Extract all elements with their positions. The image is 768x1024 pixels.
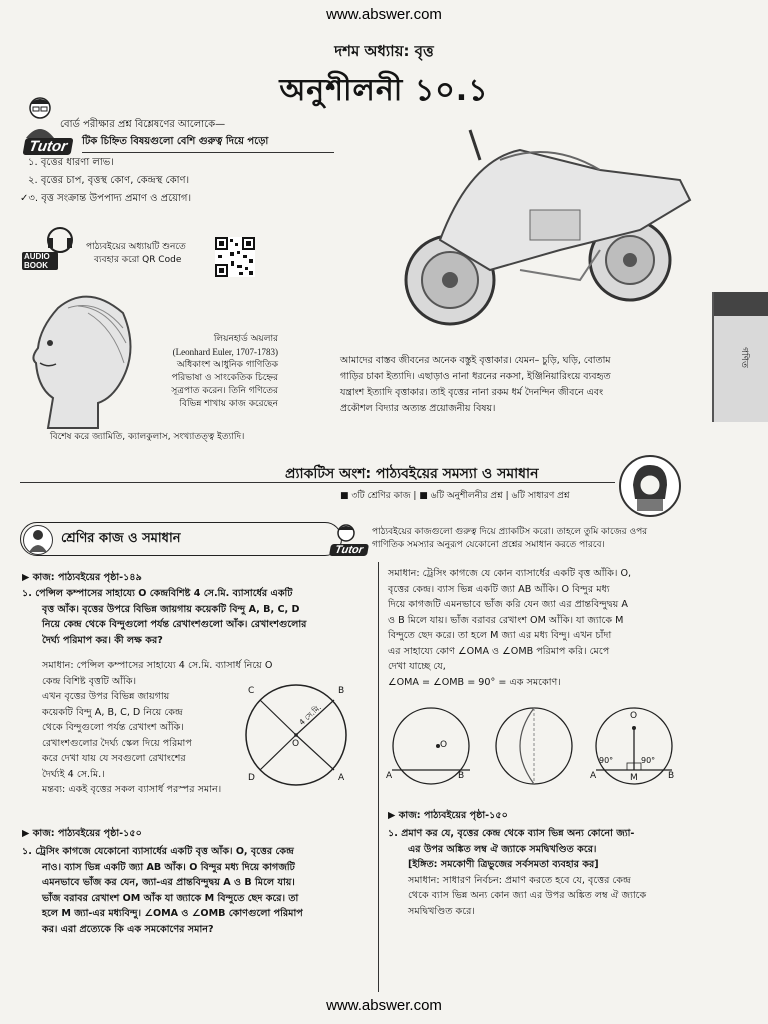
exercise-title: অনুশীলনী ১০.১: [279, 73, 489, 108]
column-divider: [378, 562, 379, 992]
q2-line: ভাঁজ বরাবর রেখাংশ OM আঁক যা জ্যাকে M বিন্দুতে ছেদ করে। তা: [42, 892, 299, 904]
q2-line: কর। এরা প্রত্যেকে কি এক সমকোণের সমান?: [42, 923, 214, 935]
sol1-line: সমাধান: পেন্সিল কম্পাসের সাহায্যে 4 সে.মি. ব্যাসার্ধ নিয়ে O: [42, 660, 273, 671]
folding-figures: [386, 708, 746, 788]
sol1-line: থেকে বিন্দুগুলো পর্যন্ত রেখাংশ আঁকি।: [42, 722, 184, 733]
left-question-1: [22, 586, 372, 648]
fig1-label-a: A: [386, 771, 393, 781]
sol1-line: দৈর্ঘ্যই 4 সে.মি.।: [42, 768, 105, 780]
topic-item: ✓৩. বৃত্ত সংক্রান্ত উপপাদ্য প্রমাণ ও প্রয়োগ।: [20, 193, 192, 204]
tutor-badge: Tutor: [23, 138, 74, 155]
q3-line: সমদ্বিখণ্ডিত করে।: [408, 905, 475, 917]
circle-radii-figure: [238, 680, 368, 790]
sol2-line: বৃত্তের কেন্দ্র। ব্যাস ভিন্ন একটি জ্যা AB আঁকি। O বিন্দুর মধ্য: [388, 583, 610, 595]
motorbike-illustration: [400, 120, 710, 345]
q3-line: এর উপর অঙ্কিত লম্ব ঐ জ্যাকে সমদ্বিখণ্ডিত করে।: [408, 843, 597, 855]
euler-bio-line: পরিভাষা ও সাংকেতিক চিহ্নের: [171, 373, 278, 383]
euler-bio-line: সূত্রপাত করেন। তিনি গণিতের: [171, 386, 278, 396]
euler-bio-line: (Leonhard Euler, 1707-1783): [172, 347, 278, 357]
fig1-label-o: O: [440, 740, 448, 750]
right-task-3: ▶ কাজ: পাঠ্যবইয়ের পৃষ্ঠা-১৫০: [388, 810, 508, 821]
chapter-title: দশম অধ্যায়: বৃত্ত: [334, 42, 434, 60]
sol2-line: ও B মিলে যায়। ভাঁজ বরাবর রেখাংশ OM আঁকি। যা জ্যাকে M: [388, 614, 624, 626]
sol1-line: মন্তব্য: একই বৃত্তের সকল ব্যাসার্ধ পরস্পর সমান।: [42, 784, 222, 795]
left-question-2: [22, 844, 377, 937]
class-work-note: [372, 526, 647, 552]
left-task-2: ▶ কাজ: পাঠ্যবইয়ের পৃষ্ঠা-১৫০: [22, 828, 142, 839]
euler-bio-line: অধিকাংশ আধুনিক গাণিতিক: [176, 360, 278, 370]
label-o: O: [292, 739, 300, 749]
sol1-line: কয়েকটি বিন্দু A, B, C, D নিয়ে কেন্দ্র: [42, 706, 183, 718]
label-c: C: [248, 686, 255, 696]
label-radius: 4 সে.মি.: [297, 702, 323, 728]
audio-text-2: ব্যবহার করো QR Code: [94, 255, 182, 265]
euler-bio-last: বিশেষ করে জ্যামিতি, ক্যালকুলাস, সংখ্যাতত্ত্ব ইত্যাদি।: [50, 432, 245, 442]
euler-portrait: [28, 288, 138, 428]
sol1-line: করে দেখা যায় যে সবগুলো রেখাংশের: [42, 753, 186, 764]
sol1-line: কেন্দ্র বিশিষ্ট বৃত্তটি আঁকি।: [42, 675, 137, 687]
intro-line: গাড়ির চাকা ইত্যাদি। এছাড়াও নানা ধরনের নকসা, ইঞ্জিনিয়ারিংয়ে ব্যবহৃত: [340, 371, 611, 382]
q2-line: নাও। ব্যাস ভিন্ন একটি জ্যা AB আঁক। O বিন্দুর মধ্য দিয়ে কাগজটি: [42, 861, 295, 873]
audio-label-2: BOOK: [24, 261, 48, 270]
right-question-3: [388, 826, 753, 919]
q3-line: ১. প্রমাণ কর যে, বৃত্তের কেন্দ্র থেকে ব্যাস ভিন্ন অন্য কোনো জ্যা-: [388, 828, 635, 839]
class-work-icon: [23, 525, 53, 555]
fig3-label-b: B: [668, 771, 675, 781]
class-work-banner: [20, 522, 342, 556]
q3-line: থেকে ব্যাস ভিন্ন অন্য কোন জ্যা এর উপর অঙ্কিত লম্ব ঐ জ্যাকে: [408, 890, 647, 901]
sol2-line: দিয়ে কাগজটি এমনভাবে ভাঁজ করি যেন জ্যা এর প্রান্তবিন্দুদ্বয় A: [388, 599, 628, 610]
fig3-label-deg-right: 90°: [641, 756, 656, 765]
sol2-line: বিন্দুতে ছেদ করে। তা হলে M জ্যা এর মধ্য বিন্দু। এখন চাঁদা: [388, 630, 612, 641]
label-a: A: [338, 773, 345, 783]
euler-bio: [138, 333, 318, 411]
qr-code-icon[interactable]: [215, 237, 255, 277]
q1-line: ১. পেন্সিল কম্পাসের সাহায্যে O কেন্দ্রবিশিষ্ট 4 সে.মি. ব্যাসার্ধের একটি: [22, 588, 293, 599]
label-b: B: [338, 686, 345, 696]
euler-bio-line: লিয়নহার্ড অয়লার: [213, 334, 278, 344]
sol1-line: রেখাংশগুলোর দৈর্ঘ্য স্কেল দিয়ে পরিমাপ: [42, 737, 192, 749]
fig3-label-m: M: [630, 773, 638, 783]
tutor-avatar-icon: [20, 94, 60, 140]
audio-label-1: AUDIO: [24, 252, 50, 261]
sol2-line: এর সাহায্যে কোণ ∠OMA ও ∠OMB পরিমাপ করি। মেপে: [388, 645, 610, 657]
class-work-title: শ্রেণির কাজ ও সমাধান: [61, 531, 181, 546]
audio-book-icon: [20, 222, 76, 272]
intro-line: প্রকৌশল বিদ্যার অত্যন্ত প্রয়োজনীয় বিষয়।: [340, 403, 496, 414]
topic-item: ২. বৃত্তের চাপ, বৃত্তস্থ কোণ, কেন্দ্রস্থ কোণ।: [28, 175, 190, 186]
tutor-line-1: বোর্ড পরীক্ষার প্রশ্ন বিশ্লেষণের আলোকে—: [60, 119, 226, 130]
header-url[interactable]: www.abswer.com: [326, 6, 442, 23]
q2-line: এমনভাবে ভাঁজ কর যেন, জ্যা-এর প্রান্তবিন্দুদ্বয় A ও B মিলে যায়।: [42, 877, 295, 888]
fig3-label-o: O: [630, 711, 638, 721]
left-task-1: ▶ কাজ: পাঠ্যবইয়ের পৃষ্ঠা-১৪৯: [22, 572, 142, 583]
tutor-underline: [82, 152, 334, 153]
student-avatar-icon: [615, 455, 685, 517]
class-work-note-2: গাণিতিক সমস্যার অনুরূপ যেকোনো প্রশ্নের সমাধান করতে পারবে।: [372, 540, 605, 550]
q2-line: হলে M জ্যা-এর মধ্যবিন্দু। ∠OMA ও ∠OMB কোণগুলো পরিমাপ: [42, 908, 303, 919]
right-solution-2: [388, 566, 748, 690]
q3-line: সমাধান: সাধারণ নির্বচন: প্রমাণ করতে হবে যে, বৃত্তের কেন্দ্র: [408, 874, 631, 886]
tutor-line-2: টিক চিহ্নিত বিষয়গুলো বেশি গুরুত্ব দিয়ে পড়ো: [82, 136, 269, 147]
q1-line: নিয়ে কেন্দ্র থেকে বিন্দুগুলো পর্যন্ত রেখাংশগুলো আঁক। রেখাংশগুলোর: [42, 619, 307, 630]
fig3-label-a: A: [590, 771, 597, 781]
practice-title: প্র্যাকটিস অংশ: পাঠ্যবইয়ের সমস্যা ও সমাধান: [285, 466, 539, 482]
fig1-label-b: B: [458, 771, 465, 781]
practice-subtitle: ■ ৩টি শ্রেণির কাজ | ■ ৬টি অনুশীলনীর প্রশ্ন | ৬টি সাধারণ প্রশ্ন: [340, 491, 570, 501]
audio-text-1: পাঠ্যবইয়ের অধ্যায়টি শুনতে: [86, 242, 186, 252]
q3-line: [ইঙ্গিত: সমকোণী ত্রিভুজের সর্বসমতা ব্যবহার কর]: [408, 859, 599, 870]
q2-line: ১. ট্রেসিং কাগজে যেকোনো ব্যাসার্ধের একটি বৃত্ত আঁক। O, বৃত্তের কেন্দ্র: [22, 846, 294, 857]
topic-item: ১. বৃত্তের ধারণা লাভ।: [28, 157, 114, 168]
intro-line: যন্ত্রাংশ ইত্যাদি বৃত্তাকার। তাই বৃত্তের নানা রকম ধর্ম দৈনন্দিন জীবনে এবং: [340, 387, 604, 398]
side-tab-label: গণিত: [738, 347, 749, 368]
label-d: D: [248, 773, 255, 783]
side-tab: [712, 292, 768, 422]
euler-bio-line: বিভিন্ন শাখায় কাজ করেছেন: [179, 399, 278, 409]
sol1-line: এখন বৃত্তের উপর বিভিন্ন জায়গায়: [42, 691, 170, 702]
q1-line: দৈর্ঘ্য পরিমাপ কর। কী লক্ষ কর?: [42, 634, 163, 646]
class-work-note-1: পাঠ্যবইয়ের কাজগুলো গুরুত্ব দিয়ে প্র্যাকটিস করো। তাহলে তুমি কাজের ওপর: [372, 527, 648, 537]
intro-line: আমাদের বাস্তব জীবনের অনেক বস্তুই বৃত্তাকার। যেমন– চুড়ি, ঘড়ি, বোতাম: [340, 355, 611, 366]
fig3-label-deg-left: 90°: [599, 756, 614, 765]
topic-list: [20, 156, 191, 206]
footer-url[interactable]: www.abswer.com: [326, 997, 442, 1014]
sol2-line: সমাধান: ট্রেসিং কাগজে যে কোন ব্যাসার্ধের একটি বৃত্ত আঁকি। O,: [388, 568, 632, 579]
sol2-line: দেখা যাচ্ছে যে,: [388, 661, 446, 672]
intro-paragraph: [340, 353, 611, 417]
q1-line: বৃত্ত আঁক। বৃত্তের উপরে বিভিন্ন জায়গায় কয়েকটি বিন্দু A, B, C, D: [42, 603, 300, 615]
tutor-small-badge: Tutor: [329, 544, 369, 556]
audio-text: [86, 241, 186, 267]
sol2-line: ∠OMA = ∠OMB = 90° = এক সমকোণ।: [388, 676, 561, 688]
